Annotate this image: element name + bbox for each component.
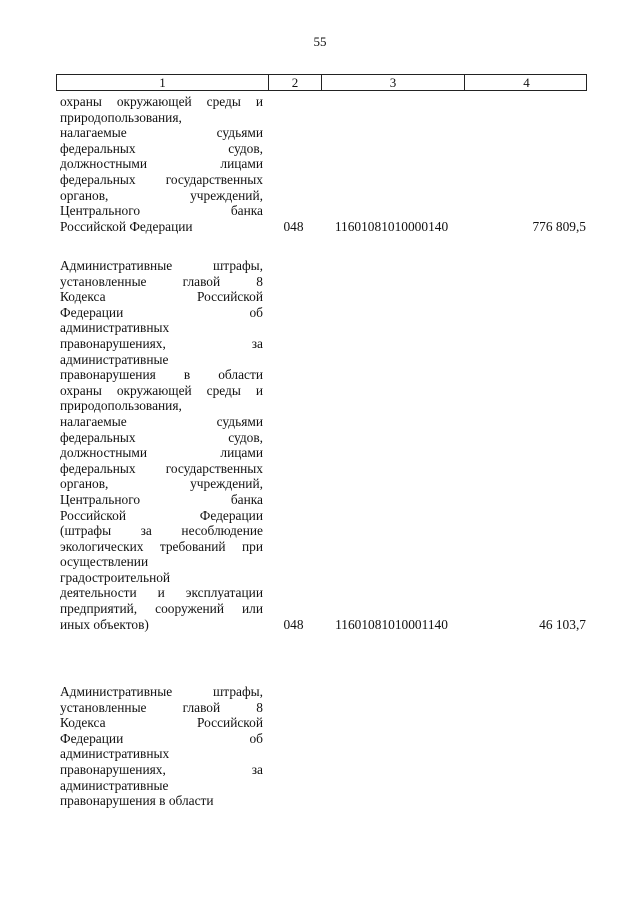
row-amount: 46 103,7 <box>539 616 586 632</box>
description-line: Кодекса Российской <box>60 715 263 731</box>
description-line: административных <box>60 746 170 762</box>
description-line: федеральных судов, <box>60 429 263 445</box>
description-line: экологических требований при <box>60 538 263 554</box>
description-line: охраны окружающей среды и <box>60 382 263 398</box>
row-admin-code: 048 <box>283 218 304 234</box>
description-line: федеральных государственных <box>60 171 263 187</box>
description-line: Российской Федерации <box>60 218 193 234</box>
description-line: Федерации об <box>60 304 263 320</box>
description-line: правонарушения в области <box>60 367 263 383</box>
description-line: градостроительной <box>60 569 171 585</box>
description-line: должностными лицами <box>60 445 263 461</box>
row-description <box>56 94 267 234</box>
table-header <box>56 74 587 91</box>
description-line: установленные главой 8 <box>60 273 263 289</box>
description-line: Административные штрафы, <box>60 258 263 273</box>
header-col-1: 1 <box>159 75 166 90</box>
description-line: федеральных судов, <box>60 140 263 156</box>
description-line: (штрафы за несоблюдение <box>60 523 263 539</box>
header-col-2: 2 <box>268 75 321 90</box>
description-line: природопользования, <box>60 109 182 125</box>
description-line: иных объектов) <box>60 616 149 632</box>
header-col-3: 3 <box>321 75 464 90</box>
table-row <box>56 258 587 632</box>
description-line: органов, учреждений, <box>60 187 263 203</box>
description-line: федеральных государственных <box>60 460 263 476</box>
description-line: Кодекса Российской <box>60 289 263 305</box>
row-description <box>56 258 267 632</box>
page-number: 55 <box>313 34 327 49</box>
description-line: Федерации об <box>60 730 263 746</box>
row-description <box>56 684 267 809</box>
table-row <box>56 684 587 809</box>
description-line: охраны окружающей среды и <box>60 94 263 109</box>
description-line: налагаемые судьями <box>60 125 263 141</box>
description-line: органов, учреждений, <box>60 476 263 492</box>
description-line: правонарушениях, за <box>60 761 263 777</box>
description-line: Центрального банка <box>60 491 263 507</box>
description-line: предприятий, сооружений или <box>60 601 263 617</box>
description-line: Российской Федерации <box>60 507 263 523</box>
description-line: природопользования, <box>60 398 182 414</box>
table-row <box>56 94 587 234</box>
description-line: административных <box>60 320 170 336</box>
row-budget-code: 11601081010000140 <box>334 218 449 234</box>
description-line: Административные штрафы, <box>60 684 263 699</box>
row-amount: 776 809,5 <box>532 218 586 234</box>
description-line: правонарушения в области <box>60 793 214 809</box>
header-col-4: 4 <box>464 75 588 90</box>
description-line: Центрального банка <box>60 203 263 219</box>
description-line: деятельности и эксплуатации <box>60 585 263 601</box>
description-line: должностными лицами <box>60 156 263 172</box>
description-line: правонарушениях, за <box>60 335 263 351</box>
description-line: административные <box>60 351 169 367</box>
description-line: административные <box>60 777 169 793</box>
row-budget-code: 11601081010001140 <box>335 616 448 632</box>
description-line: осуществлении <box>60 554 149 570</box>
description-line: налагаемые судьями <box>60 413 263 429</box>
row-admin-code: 048 <box>283 616 304 632</box>
description-line: установленные главой 8 <box>60 699 263 715</box>
